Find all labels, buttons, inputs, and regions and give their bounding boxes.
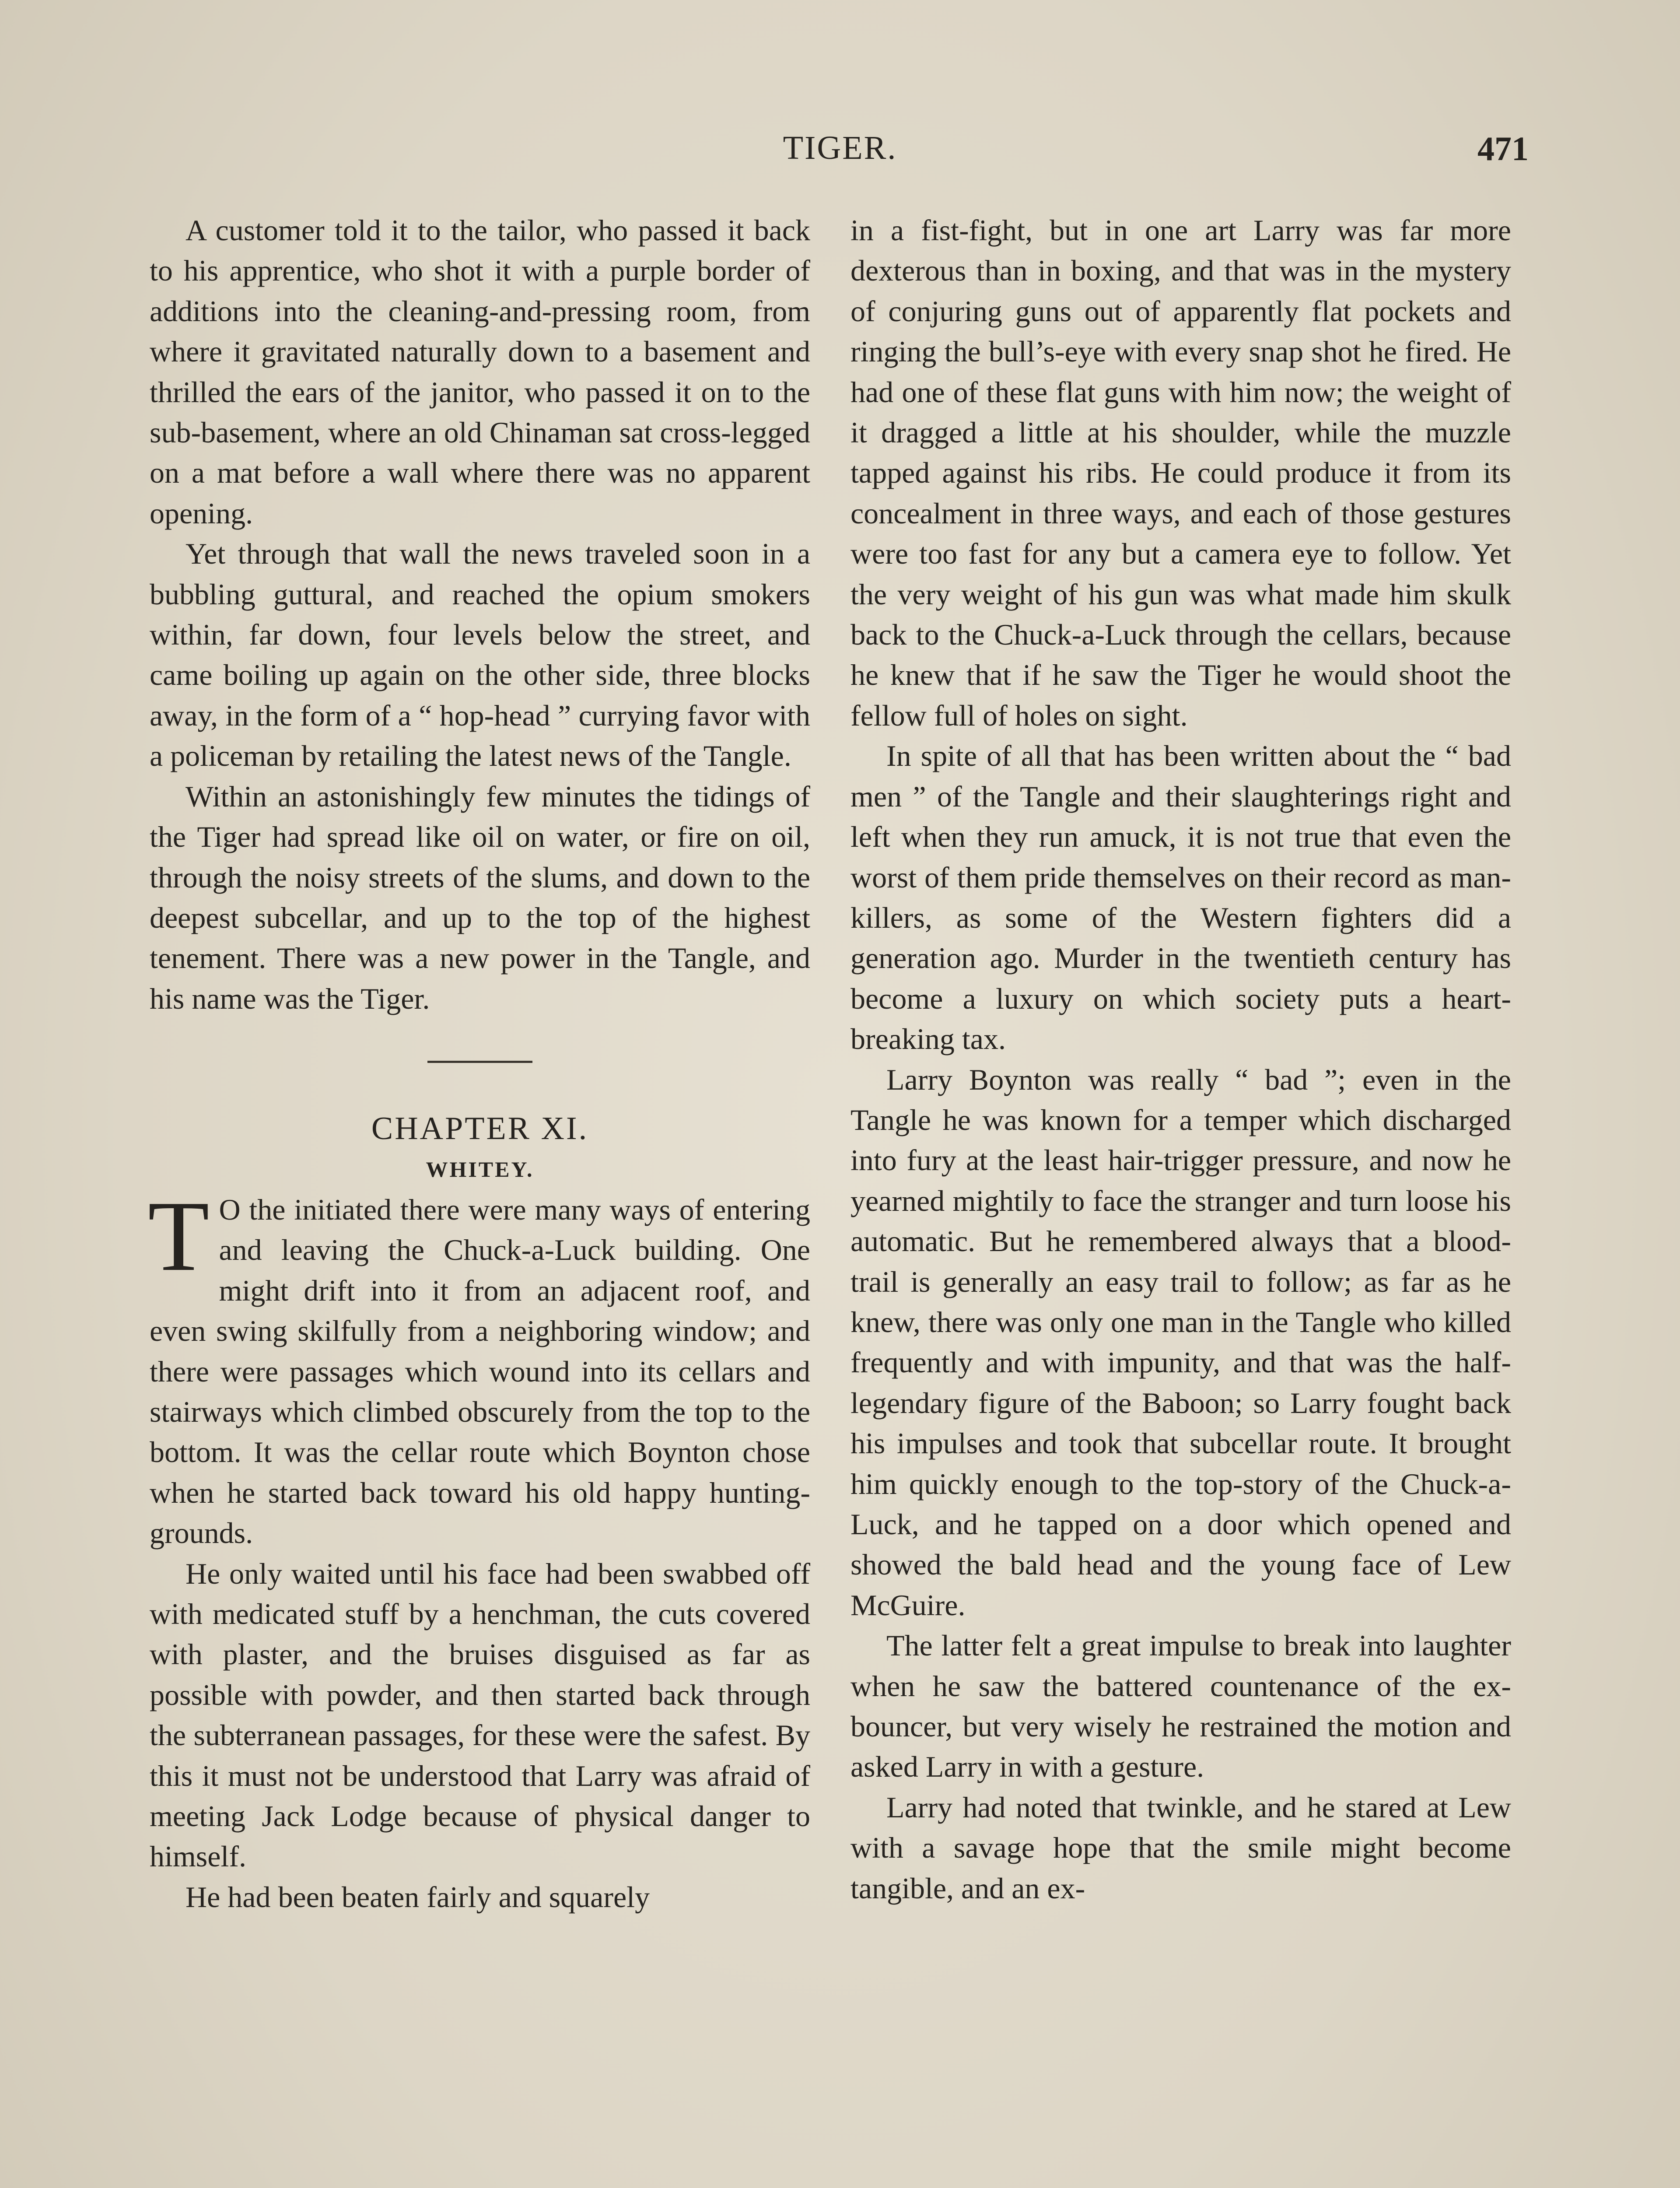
- right-column: [850, 210, 1511, 1908]
- chapter-opening-paragraph: [148, 1180, 810, 1553]
- paragraph: He only waited until his face had been swabbed off with medicated stuff by a henchman, the cuts covered with plaster, and the bruises disguised as far as possible with powder, and then started back through the subterranean passages, for these were the safest. By this it must not be understood that Larry was afraid of meeting Jack Lodge because of physical danger to himself.: [150, 1557, 810, 1873]
- paragraph: The latter felt a great impulse to break into laughter when he saw the battered countenance of the ex-bouncer, but very wisely he restrained the motion and asked Larry in with a gesture.: [850, 1629, 1511, 1784]
- drop-cap: T: [148, 1180, 210, 1292]
- paragraph: A customer told it to the tailor, who passed it back to his apprentice, who shot it with a purple border of additions into the cleaning-and-pressing room, from where it gravitated naturally down to a basement and thrilled the ears of the janitor, who passed it on to the sub-basement, where an old Chinaman sat cross-legged on a mat before a wall where there was no apparent opening.: [150, 214, 810, 530]
- running-header: [158, 129, 1529, 168]
- chapter-title: CHAPTER XI.: [371, 1111, 589, 1147]
- paragraph: Within an astonishingly few minutes the tidings of the Tiger had spread like oil on water, or fire on oil, through the noisy streets of the slums, and down to the deepest subcellar, and up to the top of the highest tenement. There was a new power in the Tangle, and his name was the Tiger.: [150, 779, 810, 1015]
- running-title: TIGER.: [783, 130, 897, 166]
- paragraph: Larry had noted that twinkle, and he stared at Lew with a savage hope that the smile might become tangible, and an ex-: [850, 1790, 1511, 1905]
- section-divider: [427, 1061, 532, 1063]
- left-column: [150, 210, 810, 1917]
- page-number: 471: [1477, 130, 1529, 168]
- paragraph: He had been beaten fairly and squarely: [186, 1880, 650, 1914]
- paragraph: Yet through that wall the news traveled soon in a bubbling guttural, and reached the opium smokers within, far down, four levels below the street, and came boiling up again on the other side, three blocks away, in the form of a “ hop-head ” currying favor with a policeman by retailing the latest news of the Tangle.: [150, 537, 810, 773]
- chapter-subtitle: WHITEY.: [426, 1157, 534, 1182]
- paragraph: In spite of all that has been written about the “ bad men ” of the Tangle and their slaughterings right and left when they run amuck, it is not true that even the worst of them pride themselves on their record as man-killers, as some of the Western fighters did a generation ago. Murder in the twentieth century has become a luxury on which society puts a heart-breaking tax.: [850, 739, 1511, 1056]
- paragraph: Larry Boynton was really “ bad ”; even in the Tangle he was known for a temper which discharged into fury at the least hair-trigger pressure, and now he yearned mightily to face the stranger and turn loose his automatic. But he remembered always that a blood-trail is generally an easy trail to follow; as far as he knew, there was only one man in the Tangle who killed frequently and with impunity, and that was the half-legendary figure of the Baboon; so Larry fought back his impulses and took that subcellar route. It brought him quickly enough to the top-story of the Chuck-a-Luck, and he tapped on a door which opened and showed the bald head and the young face of Lew McGuire.: [850, 1062, 1511, 1622]
- continued-paragraph: in a fist-fight, but in one art Larry was far more dexterous than in boxing, and that was in the mystery of conjuring guns out of apparently flat pockets and ringing the bull’s-eye with every snap shot he fired. He had one of these flat guns with him now; the weight of it dragged a little at his shoulder, while the muzzle tapped against his ribs. He could produce it from its concealment in three ways, and each of those gestures were too fast for any but a camera eye to follow. Yet the very weight of his gun was what made him skulk back to the Chuck-a-Luck through the cellars, because he knew that if he saw the Tiger he would shoot the fellow full of holes on sight.: [850, 214, 1511, 732]
- opening-text: O the initiated there were many ways of entering and leaving the Chuck-a-Luck building. One might drift into it from an adjacent roof, and even swing skilfully from a neighboring window; and there were passages which wound into its cellars and stairways which climbed obscurely from the top to the bottom. It was the cellar route which Boynton chose when he started back toward his old happy hunting-grounds.: [150, 1192, 810, 1550]
